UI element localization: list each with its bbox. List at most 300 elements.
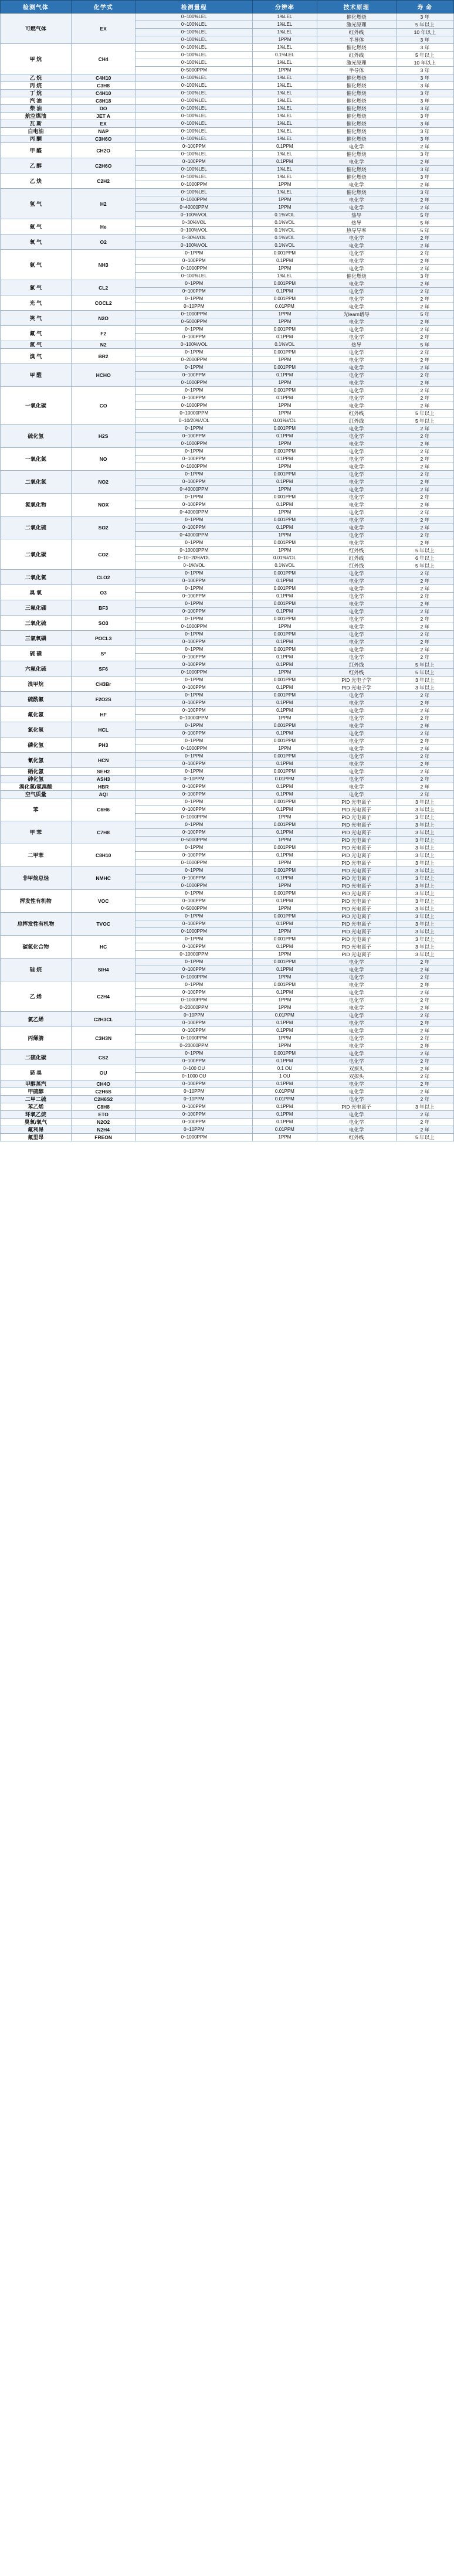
life-cell: 5 年以上 xyxy=(396,410,453,417)
range-cell: 0~100PPM xyxy=(135,707,253,715)
technology-cell: 电化学 xyxy=(317,753,396,760)
life-cell: 2 年 xyxy=(396,402,453,410)
range-cell: 0~5000PPM xyxy=(135,318,253,326)
technology-cell: 电化学 xyxy=(317,1050,396,1058)
formula-cell: O2 xyxy=(71,235,135,250)
gas-name-cell: 乙 炔 xyxy=(1,174,72,189)
technology-cell: 电化学 xyxy=(317,471,396,478)
life-cell: 2 年 xyxy=(396,1012,453,1019)
resolution-cell: 0.1PPM xyxy=(253,699,317,707)
range-cell: 0~1000PPM xyxy=(135,669,253,677)
life-cell: 2 年 xyxy=(396,387,453,395)
resolution-cell: 0.001PPM xyxy=(253,516,317,524)
range-cell: 0~1PPM xyxy=(135,585,253,593)
life-cell: 2 年 xyxy=(396,395,453,402)
range-cell: 0~100PPM xyxy=(135,372,253,379)
gas-name-cell: 三氧化硫 xyxy=(1,616,72,631)
range-cell: 0~100PPM xyxy=(135,898,253,905)
technology-cell: 电化学 xyxy=(317,616,396,623)
gas-name-cell: 氨 气 xyxy=(1,250,72,280)
resolution-cell: 1 OU xyxy=(253,1073,317,1080)
formula-cell: N2H4 xyxy=(71,1126,135,1134)
formula-cell: SEH2 xyxy=(71,768,135,776)
resolution-cell: 0.001PPM xyxy=(253,539,317,547)
table-row xyxy=(1,1111,454,1119)
resolution-cell: 0.001PPM xyxy=(253,250,317,257)
gas-name-cell: 甲 苯 xyxy=(1,821,72,844)
table-row xyxy=(1,585,454,593)
life-cell: 3 年以上 xyxy=(396,684,453,692)
life-cell: 2 年 xyxy=(396,433,453,440)
technology-cell: 电化学 xyxy=(317,143,396,151)
technology-cell: 热导 xyxy=(317,219,396,227)
resolution-cell: 1PPM xyxy=(253,951,317,959)
life-cell: 2 年 xyxy=(396,730,453,738)
gas-name-cell: 恶 臭 xyxy=(1,1065,72,1080)
formula-cell: FREON xyxy=(71,1134,135,1141)
resolution-cell: 1PPM xyxy=(253,882,317,890)
range-cell: 0~5000PPM xyxy=(135,837,253,844)
gas-name-cell: 氟化氢 xyxy=(1,707,72,722)
resolution-cell: 1PPM xyxy=(253,265,317,273)
formula-cell: O3 xyxy=(71,585,135,600)
life-cell: 3 年以上 xyxy=(396,882,453,890)
gas-name-cell: 二氧化氯 xyxy=(1,570,72,585)
formula-cell: CH2O xyxy=(71,143,135,158)
range-cell: 0~100PPM xyxy=(135,143,253,151)
formula-cell: SO2 xyxy=(71,516,135,539)
technology-cell: 电化学 xyxy=(317,349,396,356)
resolution-cell: 0.1PPM xyxy=(253,806,317,814)
range-cell: 0~1000PPM xyxy=(135,379,253,387)
resolution-cell: 1PPM xyxy=(253,509,317,516)
range-cell: 0~1PPM xyxy=(135,326,253,334)
technology-cell: PID 光电离子 xyxy=(317,798,396,806)
technology-cell: 红外线 xyxy=(317,52,396,59)
life-cell: 3 年以上 xyxy=(396,677,453,684)
gas-name-cell: 硫 磺 xyxy=(1,646,72,661)
range-cell: 0~100PPM xyxy=(135,943,253,951)
range-cell: 0~1PPM xyxy=(135,280,253,288)
table-row xyxy=(1,959,454,966)
range-cell: 0~1000PPM xyxy=(135,1035,253,1042)
gas-name-cell: 柴 油 xyxy=(1,105,72,113)
range-cell: 0~1PPM xyxy=(135,364,253,372)
formula-cell: C3H8 xyxy=(71,82,135,90)
life-cell: 2 年 xyxy=(396,715,453,722)
technology-cell: 电化学 xyxy=(317,486,396,494)
technology-cell: 双探头 xyxy=(317,1073,396,1080)
range-cell: 0~1000PPM xyxy=(135,1134,253,1141)
gas-name-cell: 氟利昂 xyxy=(1,1126,72,1134)
life-cell: 2 年 xyxy=(396,235,453,242)
life-cell: 2 年 xyxy=(396,494,453,501)
life-cell: 3 年 xyxy=(396,13,453,21)
gas-name-cell: 乙 烯 xyxy=(1,981,72,1012)
formula-cell: NOX xyxy=(71,494,135,516)
formula-cell: N2O2 xyxy=(71,1119,135,1126)
table-row xyxy=(1,1088,454,1096)
table-row xyxy=(1,74,454,82)
table-row xyxy=(1,341,454,349)
range-cell: 0~1000PPM xyxy=(135,882,253,890)
resolution-cell: 1%LEL xyxy=(253,151,317,158)
life-cell: 2 年 xyxy=(396,516,453,524)
resolution-cell: 1PPM xyxy=(253,1035,317,1042)
table-header xyxy=(1,1,454,13)
resolution-cell: 0.001PPM xyxy=(253,616,317,623)
resolution-cell: 1PPM xyxy=(253,410,317,417)
technology-cell: 电化学 xyxy=(317,989,396,997)
formula-cell: OU xyxy=(71,1065,135,1080)
range-cell: 0~1PPM xyxy=(135,349,253,356)
resolution-cell: 0.001PPM xyxy=(253,753,317,760)
life-cell: 2 年 xyxy=(396,372,453,379)
life-cell: 3 年以上 xyxy=(396,875,453,882)
technology-cell: 催化燃烧 xyxy=(317,74,396,82)
life-cell: 3 年 xyxy=(396,44,453,52)
table-row xyxy=(1,646,454,654)
formula-cell: C2H6O xyxy=(71,158,135,174)
range-cell: 0~1000PPM xyxy=(135,974,253,981)
life-cell: 2 年 xyxy=(396,1080,453,1088)
range-cell: 0~1PPM xyxy=(135,631,253,638)
table-row xyxy=(1,753,454,760)
formula-cell: CH4O xyxy=(71,1080,135,1088)
life-cell: 2 年 xyxy=(396,760,453,768)
resolution-cell: 0.1PPM xyxy=(253,1080,317,1088)
resolution-cell: 0.001PPM xyxy=(253,295,317,303)
technology-cell: PID 光电离子 xyxy=(317,859,396,867)
life-cell: 2 年 xyxy=(396,600,453,608)
technology-cell: PID 光电离子 xyxy=(317,821,396,829)
range-cell: 0~100%LEL xyxy=(135,120,253,128)
resolution-cell: 0.001PPM xyxy=(253,349,317,356)
range-cell: 0~100PPM xyxy=(135,1019,253,1027)
technology-cell: 热导 xyxy=(317,341,396,349)
technology-cell: 电化学 xyxy=(317,433,396,440)
technology-cell: 电化学 xyxy=(317,448,396,456)
gas-name-cell: 氢 气 xyxy=(1,189,72,219)
gas-name-cell: 二氧化碳 xyxy=(1,539,72,570)
resolution-cell: 0.01PPM xyxy=(253,1088,317,1096)
resolution-cell: 0.001PPM xyxy=(253,821,317,829)
life-cell: 3 年 xyxy=(396,273,453,280)
range-cell: 0~100%VOL xyxy=(135,212,253,219)
range-cell: 0~100%LEL xyxy=(135,90,253,97)
resolution-cell: 0.1PPM xyxy=(253,1119,317,1126)
range-cell: 0~5000PPM xyxy=(135,905,253,913)
gas-name-cell: 苯 xyxy=(1,798,72,821)
technology-cell: 电化学 xyxy=(317,1111,396,1119)
range-cell: 0~1000PPM xyxy=(135,745,253,753)
gas-name-cell: 硫酰氟 xyxy=(1,692,72,707)
resolution-cell: 0.1PPM xyxy=(253,852,317,859)
resolution-cell: 0.1 OU xyxy=(253,1065,317,1073)
resolution-cell: 0.1%VOL xyxy=(253,219,317,227)
life-cell: 2 年 xyxy=(396,623,453,631)
range-cell: 0~30%VOL xyxy=(135,235,253,242)
range-cell: 0~10000PPM xyxy=(135,715,253,722)
table-row xyxy=(1,174,454,181)
formula-cell: C8H8 xyxy=(71,1103,135,1111)
life-cell: 2 年 xyxy=(396,334,453,341)
range-cell: 0~100PPM xyxy=(135,1027,253,1035)
gas-name-cell: 氦 气 xyxy=(1,219,72,235)
technology-cell: 电化学 xyxy=(317,532,396,539)
technology-cell: 电化学 xyxy=(317,577,396,585)
gas-name-cell: 氮 气 xyxy=(1,341,72,349)
range-cell: 0~100%LEL xyxy=(135,128,253,135)
formula-cell: C4H10 xyxy=(71,74,135,82)
range-cell: 0~10PPM xyxy=(135,776,253,783)
life-cell: 2 年 xyxy=(396,974,453,981)
technology-cell: 催化燃烧 xyxy=(317,273,396,280)
life-cell: 2 年 xyxy=(396,196,453,204)
formula-cell: VOC xyxy=(71,890,135,913)
range-cell: 0~40000PPM xyxy=(135,509,253,516)
table-row xyxy=(1,1119,454,1126)
life-cell: 2 年 xyxy=(396,1111,453,1119)
technology-cell: 电化学 xyxy=(317,1012,396,1019)
gas-name-cell: 可燃气体 xyxy=(1,13,72,44)
range-cell: 0~1PPM xyxy=(135,448,253,456)
resolution-cell: 0.1%VOL xyxy=(253,562,317,570)
technology-cell: 电化学 xyxy=(317,631,396,638)
range-cell: 0~10/20%VOL xyxy=(135,417,253,425)
range-cell: 0~100PPM xyxy=(135,395,253,402)
life-cell: 2 年 xyxy=(396,1096,453,1103)
gas-name-cell: 丙 酮 xyxy=(1,135,72,143)
life-cell: 2 年 xyxy=(396,242,453,250)
formula-cell: CS2 xyxy=(71,1050,135,1065)
gas-name-cell: 环氧乙烷 xyxy=(1,1111,72,1119)
technology-cell: 热导 xyxy=(317,212,396,219)
technology-cell: 半导体 xyxy=(317,67,396,74)
table-row xyxy=(1,128,454,135)
life-cell: 3 年以上 xyxy=(396,859,453,867)
gas-name-cell: 甲 烷 xyxy=(1,44,72,74)
range-cell: 0~100%LEL xyxy=(135,273,253,280)
gas-name-cell: 磷化氢 xyxy=(1,738,72,753)
range-cell: 0~40000PPM xyxy=(135,204,253,212)
technology-cell: PID 光电离子 xyxy=(317,814,396,821)
formula-cell: C3H3N xyxy=(71,1027,135,1050)
resolution-cell: 1%LEL xyxy=(253,105,317,113)
resolution-cell: 0.001PPM xyxy=(253,387,317,395)
technology-cell: 红外线 xyxy=(317,555,396,562)
life-cell: 2 年 xyxy=(396,448,453,456)
technology-cell: 电化学 xyxy=(317,745,396,753)
life-cell: 3 年 xyxy=(396,36,453,44)
life-cell: 3 年 xyxy=(396,74,453,82)
life-cell: 2 年 xyxy=(396,654,453,661)
range-cell: 0~100PPM xyxy=(135,920,253,928)
resolution-cell: 0.01%VOL xyxy=(253,555,317,562)
resolution-cell: 1PPM xyxy=(253,745,317,753)
gas-name-cell: 挥发性有机物 xyxy=(1,890,72,913)
life-cell: 2 年 xyxy=(396,570,453,577)
technology-cell: 电化学 xyxy=(317,539,396,547)
life-cell: 2 年 xyxy=(396,265,453,273)
range-cell: 0~1PPM xyxy=(135,753,253,760)
life-cell: 2 年 xyxy=(396,158,453,166)
resolution-cell: 0.001PPM xyxy=(253,844,317,852)
resolution-cell: 0.1PPM xyxy=(253,920,317,928)
resolution-cell: 0.1PPM xyxy=(253,1058,317,1065)
technology-cell: 电化学 xyxy=(317,326,396,334)
resolution-cell: 0.001PPM xyxy=(253,425,317,433)
gas-name-cell: 臭 氧 xyxy=(1,585,72,600)
table-row xyxy=(1,936,454,943)
technology-cell: 双探头 xyxy=(317,1065,396,1073)
resolution-cell: 0.1PPM xyxy=(253,158,317,166)
resolution-cell: 0.1%LEL xyxy=(253,52,317,59)
life-cell: 3 年以上 xyxy=(396,913,453,920)
technology-cell: 电化学 xyxy=(317,1004,396,1012)
range-cell: 0~20000PPM xyxy=(135,1004,253,1012)
resolution-cell: 0.001PPM xyxy=(253,364,317,372)
resolution-cell: 0.1PPM xyxy=(253,898,317,905)
gas-name-cell: 氮氧化物 xyxy=(1,494,72,516)
life-cell: 3 年 xyxy=(396,105,453,113)
range-cell: 0~1PPM xyxy=(135,471,253,478)
technology-cell: 催化燃烧 xyxy=(317,82,396,90)
formula-cell: C2H4 xyxy=(71,981,135,1012)
table-row xyxy=(1,311,454,318)
resolution-cell: 0.1PPM xyxy=(253,875,317,882)
life-cell: 2 年 xyxy=(396,204,453,212)
formula-cell: NAP xyxy=(71,128,135,135)
life-cell: 2 年 xyxy=(396,318,453,326)
life-cell: 2 年 xyxy=(396,425,453,433)
life-cell: 2 年 xyxy=(396,1042,453,1050)
formula-cell: C2H6S2 xyxy=(71,1096,135,1103)
table-row xyxy=(1,1134,454,1141)
gas-name-cell: 乙 烷 xyxy=(1,74,72,82)
table-row xyxy=(1,13,454,21)
resolution-cell: 1%LEL xyxy=(253,113,317,120)
resolution-cell: 0.1PPM xyxy=(253,478,317,486)
life-cell: 3 年以上 xyxy=(396,936,453,943)
range-cell: 0~100%VOL xyxy=(135,242,253,250)
resolution-cell: 0.1PPM xyxy=(253,966,317,974)
range-cell: 0~100PPM xyxy=(135,1111,253,1119)
technology-cell: 电化学 xyxy=(317,250,396,257)
table-row xyxy=(1,105,454,113)
life-cell: 3 年 xyxy=(396,189,453,196)
resolution-cell: 1PPM xyxy=(253,1134,317,1141)
life-cell: 2 年 xyxy=(396,585,453,593)
life-cell: 5 年 xyxy=(396,227,453,235)
range-cell: 0~100%LEL xyxy=(135,166,253,174)
resolution-cell: 1PPM xyxy=(253,379,317,387)
life-cell: 3 年 xyxy=(396,67,453,74)
table-row xyxy=(1,90,454,97)
range-cell: 0~1PPM xyxy=(135,867,253,875)
resolution-cell: 1PPM xyxy=(253,311,317,318)
resolution-cell: 1%LEL xyxy=(253,74,317,82)
table-row xyxy=(1,1027,454,1035)
table-row xyxy=(1,113,454,120)
resolution-cell: 1%LEL xyxy=(253,44,317,52)
resolution-cell: 0.1PPM xyxy=(253,943,317,951)
technology-cell: 电化学 xyxy=(317,715,396,722)
technology-cell: 电化学 xyxy=(317,1126,396,1134)
range-cell: 0~100PPM xyxy=(135,456,253,463)
technology-cell: 催化燃烧 xyxy=(317,44,396,52)
life-cell: 2 年 xyxy=(396,638,453,646)
resolution-cell: 1PPM xyxy=(253,814,317,821)
technology-cell: 电化学 xyxy=(317,440,396,448)
life-cell: 2 年 xyxy=(396,532,453,539)
gas-name-cell: 三氯氧磷 xyxy=(1,631,72,646)
technology-cell: 电化学 xyxy=(317,280,396,288)
gas-name-cell: 氯 气 xyxy=(1,280,72,295)
resolution-cell: 1%LEL xyxy=(253,82,317,90)
resolution-cell: 0.1PPM xyxy=(253,989,317,997)
life-cell: 5 年以上 xyxy=(396,547,453,555)
range-cell: 0~100%LEL xyxy=(135,174,253,181)
gas-name-cell: 氧 气 xyxy=(1,235,72,250)
gas-name-cell: 氟里昂 xyxy=(1,1134,72,1141)
resolution-cell: 0.001PPM xyxy=(253,1050,317,1058)
life-cell: 3 年 xyxy=(396,113,453,120)
technology-cell: 红外线 xyxy=(317,661,396,669)
life-cell: 2 年 xyxy=(396,326,453,334)
gas-name-cell: 二氧化硫 xyxy=(1,516,72,539)
resolution-cell: 1PPM xyxy=(253,402,317,410)
technology-cell: 催化燃烧 xyxy=(317,113,396,120)
formula-cell: EX xyxy=(71,13,135,44)
formula-cell: NMHC xyxy=(71,867,135,890)
range-cell: 0~100PPM xyxy=(135,433,253,440)
life-cell: 2 年 xyxy=(396,478,453,486)
formula-cell: C2H3CL xyxy=(71,1012,135,1027)
technology-cell: 电化学 xyxy=(317,379,396,387)
resolution-cell: 1PPM xyxy=(253,1042,317,1050)
resolution-cell: 1%LEL xyxy=(253,128,317,135)
life-cell: 2 年 xyxy=(396,471,453,478)
range-cell: 0~1000PPM xyxy=(135,402,253,410)
range-cell: 0~1000PPM xyxy=(135,265,253,273)
table-row xyxy=(1,783,454,791)
resolution-cell: 1PPM xyxy=(253,356,317,364)
resolution-cell: 0.001PPM xyxy=(253,600,317,608)
gas-name-cell: 白电油 xyxy=(1,128,72,135)
resolution-cell: 1PPM xyxy=(253,974,317,981)
gas-name-cell: 非甲烷总烃 xyxy=(1,867,72,890)
technology-cell: PID 光电离子 xyxy=(317,1103,396,1111)
table-row xyxy=(1,97,454,105)
life-cell: 5 年 xyxy=(396,212,453,219)
table-row xyxy=(1,981,454,989)
resolution-cell: 0.1PPM xyxy=(253,524,317,532)
col-range: 检测量程 xyxy=(135,1,253,13)
gas-sensor-spec-sheet xyxy=(0,0,454,1141)
life-cell: 2 年 xyxy=(396,1035,453,1042)
formula-cell: PH3 xyxy=(71,738,135,753)
range-cell: 0~100%LEL xyxy=(135,52,253,59)
range-cell: 0~1000PPM xyxy=(135,463,253,471)
resolution-cell: 0.001PPM xyxy=(253,448,317,456)
resolution-cell: 1%LEL xyxy=(253,189,317,196)
range-cell: 0~100%LEL xyxy=(135,189,253,196)
technology-cell: PID 光电离子 xyxy=(317,951,396,959)
technology-cell: PID 光电离子 xyxy=(317,898,396,905)
table-row xyxy=(1,539,454,547)
technology-cell: 电化学 xyxy=(317,959,396,966)
